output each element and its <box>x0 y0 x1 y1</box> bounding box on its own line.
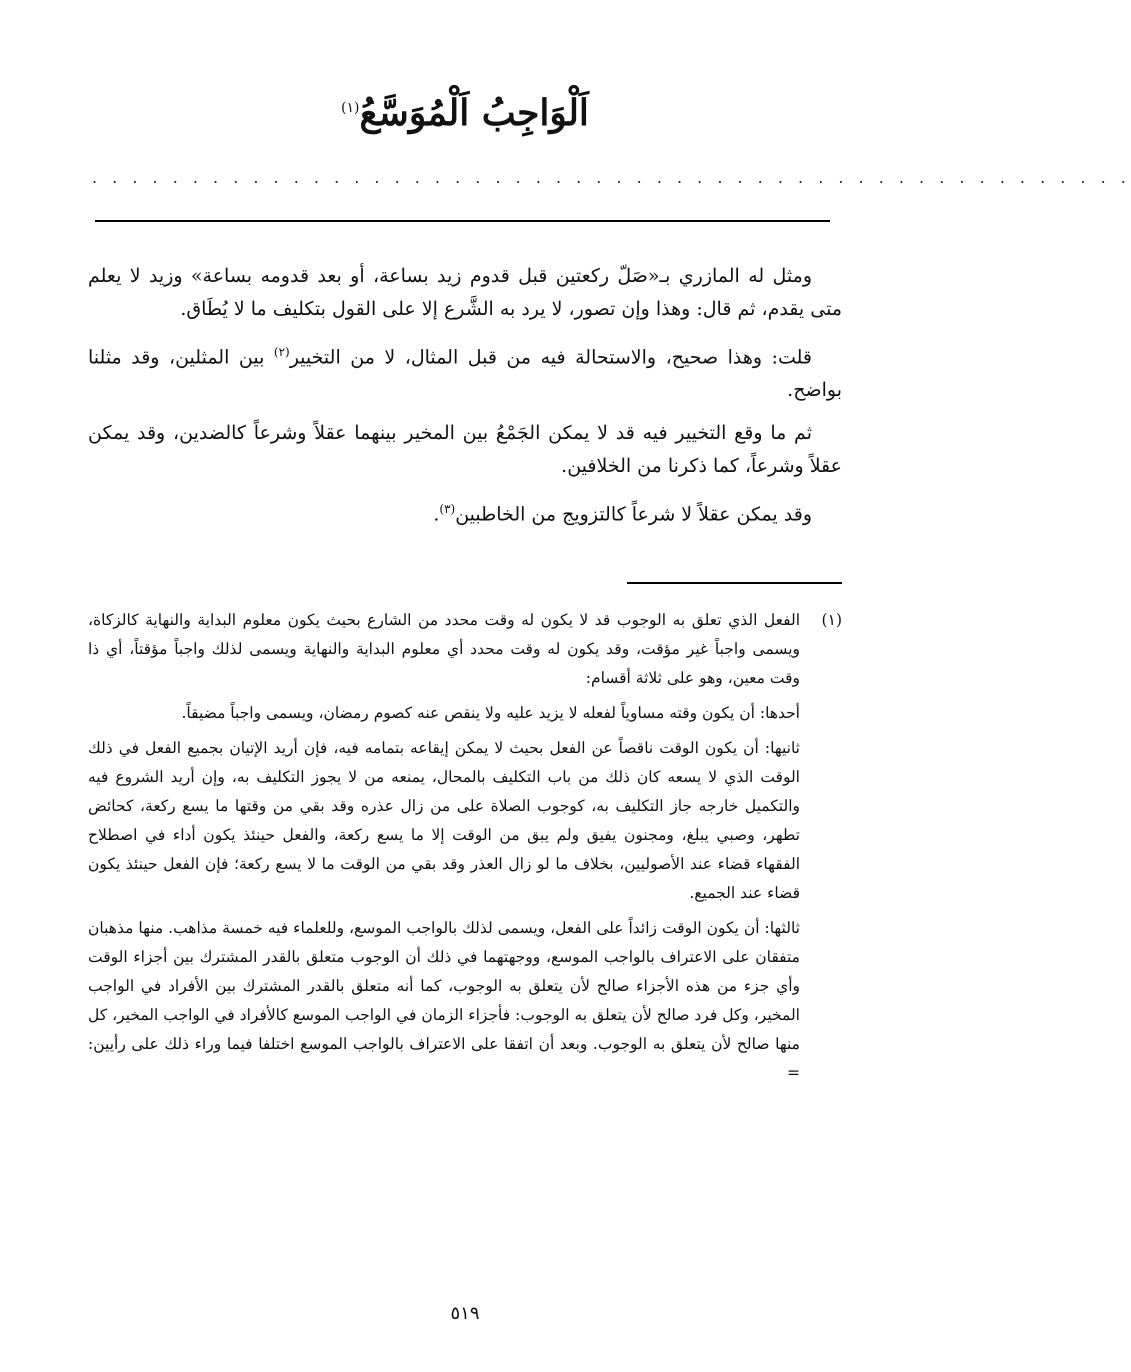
paragraph-2 <box>88 336 842 407</box>
paragraph-2-part-a: قلت: وهذا صحيح، والاستحالة فيه من قبل المثال، لا من التخيير <box>289 346 812 369</box>
title-footnote-marker: (١) <box>341 100 360 116</box>
page-number: ٥١٩ <box>450 1303 480 1324</box>
dotted-separator: . . . . . . . . . . . . . . . . . . . . . . . . . . . . . . . . . . . . . . . . . . . . . . . . . . . . <box>92 168 1131 187</box>
chapter-title-text: اَلْوَاجِبُ اَلْمُوَسَّعُ <box>359 92 589 134</box>
footnote-second-type: ثانيها: أن يكون الوقت ناقصاً عن الفعل بحيث لا يمكن إيقاعه بتمامه فيه، فإن أريد الإتيان بجميع الفعل في ذلك الوقت الذي لا يسعه كان ذلك من باب التكليف بالمحال، يمنعه من لا يجوز التكليف به، وإن أريد الشروع فيه والتكميل خارجه جاز التكليف به، كوجوب الصلاة على من زال عذره وقد بقي من وقتها ما يسع ركعة، كحائض تطهر، وصبي يبلغ، ومجنون يفيق ولم يبق من الوقت إلا ما يسع ركعة، والفعل حينئذ يكون أداء في اصطلاح الفقهاء قضاء عند الأصوليين، بخلاف ما لو زال العذر وقد بقي من الوقت ما لا يسع ركعة؛ فإن الفعل حينئذ يكون قضاء عند الجميع. <box>88 739 800 902</box>
chapter-heading <box>0 92 930 134</box>
paragraph-1: ومثل له المازري بـ«صَلّ ركعتين قبل قدوم زيد بساعة، أو بعد قدومه بساعة» وزيد لا يعلم متى يقدم، ثم قال: وهذا وإن تصور، لا يرد به الشَّرع إلا على القول بتكليف ما لا يُطَاق. <box>88 265 842 320</box>
main-text <box>88 260 842 542</box>
footnote-rule <box>627 582 842 584</box>
footnote-third-type: ثالثها: أن يكون الوقت زائداً على الفعل، ويسمى لذلك بالواجب الموسع، وللعلماء فيه خمسة مذاهب. منها مذهبان متفقان على الاعتراف بالواجب الموسع، ووجهتهما في ذلك أن الوجوب متعلق بالقدر المشترك بين أجزاء الوقت وأي جزء من هذه الأجزاء صالح لأن يتعلق به الوجوب، كما أنه متعلق بالقدر المشترك بين الأفراد في الواجب المخير، وكل فرد صالح لأن يتعلق به الوجوب: فأجزاء الزمان في الواجب الموسع كالأفراد في الواجب المخير، كل منها صالح لأن يتعلق به الوجوب. وبعد أن اتفقا على الاعتراف بالواجب الموسع اختلفا فيما وراء ذلك على رأيين: = <box>88 919 800 1082</box>
footnote-1 <box>88 606 842 1088</box>
footnote-number: (١) <box>821 611 842 629</box>
paragraph-4-part-b: . <box>433 503 440 526</box>
footnote-intro: الفعل الذي تعلق به الوجوب قد لا يكون له وقت محدد من الشارع بحيث يكون معلوم البداية والنهاية كالزكاة، ويسمى واجباً غير مؤقت، وقد يكون له وقت محدد أي معلوم البداية والنهاية ويسمى لذلك واجباً مؤقتاً، أي ذا وقت معين، وهو على ثلاثة أقسام: <box>88 611 800 687</box>
footnote-ref-2: (٢) <box>273 345 290 359</box>
footnote-first-type: أحدها: أن يكون وقته مساوياً لفعله لا يزيد عليه ولا ينقص عنه كصوم رمضان، ويسمى واجباً مضيقاً. <box>181 704 800 722</box>
paragraph-2-part-b: بين المثلين، وقد مثلنا بواضح. <box>88 346 842 402</box>
chapter-title <box>341 92 589 134</box>
paragraph-4-part-a: وقد يمكن عقلاً لا شرعاً كالتزويج من الخاطبين <box>455 503 812 526</box>
footnotes <box>88 606 842 1094</box>
paragraph-3: ثم ما وقع التخيير فيه قد لا يمكن الجَمْعُ بين المخير بينهما عقلاً وشرعاً كالضدين، وقد يمكن عقلاً وشرعاً، كما ذكرنا من الخلافين. <box>88 422 842 478</box>
header-rule <box>95 220 830 222</box>
paragraph-4 <box>88 493 842 531</box>
footnote-ref-3: (٣) <box>439 502 456 517</box>
